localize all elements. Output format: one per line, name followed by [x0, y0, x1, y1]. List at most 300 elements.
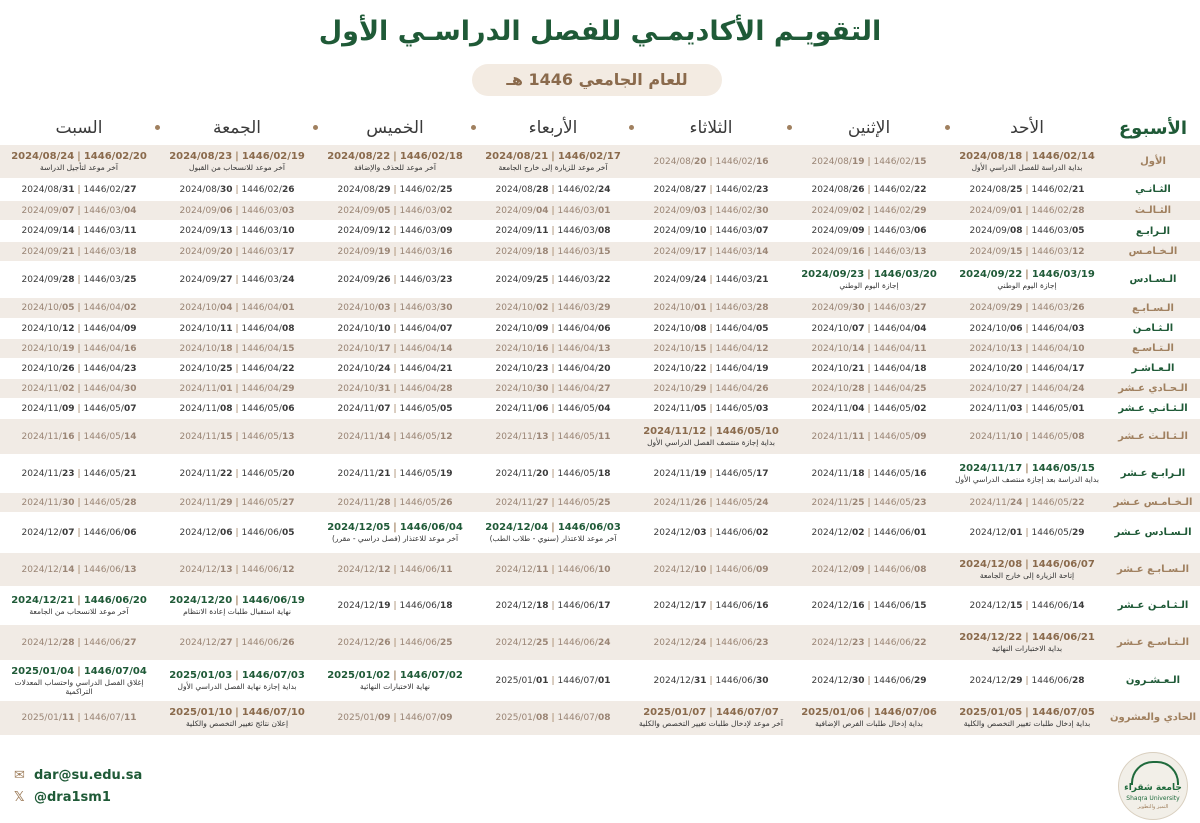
- gregorian-date: 2024/09/14: [21, 226, 75, 236]
- date-pair: [180, 247, 295, 257]
- event-day-cell: [0, 145, 158, 179]
- gregorian-date: 2024/09/25: [495, 274, 549, 285]
- day-cell: [790, 419, 948, 455]
- gregorian-date: 2024/10/25: [179, 363, 233, 374]
- date-pair: [812, 324, 927, 334]
- date-separator: |: [393, 670, 397, 681]
- hijri-date: 1446/07/07: [715, 707, 779, 719]
- gregorian-date: 2024/09/12: [337, 226, 391, 236]
- header-thursday: الخميس: [316, 112, 474, 145]
- hijri-date: 1446/02/16: [715, 156, 769, 167]
- date-separator: |: [551, 637, 555, 648]
- date-separator: |: [235, 246, 239, 257]
- date-pair: [22, 384, 137, 394]
- date-pair: [959, 707, 1095, 718]
- day-cell: [632, 145, 790, 179]
- day-cell: [316, 701, 474, 735]
- day-cell: [790, 145, 948, 179]
- event-note: إجازة اليوم الوطني: [839, 281, 899, 290]
- hijri-date: 1446/02/15: [873, 156, 927, 167]
- gregorian-date: 2024/11/18: [811, 468, 865, 479]
- hijri-date: 1446/06/09: [715, 564, 769, 575]
- event-note: إجازة اليوم الوطني: [997, 281, 1057, 290]
- date-separator: |: [235, 431, 239, 442]
- hijri-date: 1446/04/25: [873, 383, 927, 394]
- hijri-date: 1446/03/07: [715, 226, 769, 236]
- day-cell: [0, 493, 158, 513]
- week-row: [0, 553, 1200, 587]
- gregorian-date: 2024/09/27: [179, 274, 233, 285]
- date-separator: |: [709, 383, 713, 394]
- event-note: إغلاق الفصل الدراسي واحتساب المعدلات التراكمية: [14, 677, 144, 696]
- hijri-date: 1446/05/15: [1031, 463, 1095, 474]
- day-cell: [790, 298, 948, 319]
- gregorian-date: 2024/10/06: [969, 323, 1023, 334]
- date-pair: [327, 670, 463, 681]
- date-separator: |: [709, 205, 713, 216]
- gregorian-date: 2024/09/11: [495, 226, 549, 236]
- event-day-cell: [948, 553, 1106, 587]
- date-separator: |: [867, 527, 871, 538]
- day-cell: [632, 359, 790, 379]
- hijri-date: 1446/04/21: [399, 363, 453, 374]
- hijri-date: 1446/03/13: [873, 246, 927, 257]
- hijri-date: 1446/02/27: [83, 184, 137, 195]
- date-pair: [180, 303, 295, 313]
- day-cell: [474, 221, 632, 242]
- date-pair: [22, 303, 137, 313]
- event-note: نهاية استقبال طلبات إعادة الانتظام: [183, 607, 291, 616]
- date-separator: |: [77, 151, 81, 162]
- day-cell: [948, 339, 1106, 359]
- hijri-date: 1446/02/18: [399, 151, 463, 162]
- date-pair: [22, 275, 137, 285]
- date-separator: |: [867, 226, 871, 236]
- day-cell: [632, 319, 790, 339]
- date-pair: [180, 565, 295, 575]
- date-separator: |: [235, 323, 239, 334]
- date-pair: [496, 206, 611, 216]
- day-cell: [474, 587, 632, 625]
- hijri-date: 1446/05/11: [557, 431, 611, 442]
- week-label: الـحـادي عـشر: [1106, 379, 1200, 399]
- date-separator: |: [1025, 431, 1029, 442]
- week-label: الأول: [1106, 145, 1200, 179]
- date-pair: [338, 247, 453, 257]
- date-separator: |: [709, 403, 713, 414]
- hijri-date: 1446/05/21: [83, 468, 137, 479]
- hijri-date: 1446/07/01: [557, 675, 611, 686]
- date-separator: |: [551, 403, 555, 414]
- date-separator: |: [77, 323, 81, 334]
- gregorian-date: 2024/11/22: [179, 468, 233, 479]
- week-label: الـسـابـع عـشر: [1106, 553, 1200, 587]
- day-cell: [790, 493, 948, 513]
- date-separator: |: [393, 497, 397, 508]
- hijri-date: 1446/03/10: [241, 226, 295, 236]
- date-pair: [970, 206, 1085, 216]
- day-cell: [0, 379, 158, 399]
- week-label: الثـالـث: [1106, 201, 1200, 221]
- date-pair: [812, 247, 927, 257]
- date-pair: [654, 364, 769, 374]
- date-pair: [496, 247, 611, 257]
- date-pair: [812, 432, 927, 442]
- date-separator: |: [867, 497, 871, 508]
- date-separator: |: [551, 497, 555, 508]
- event-note: آخر موعد للاعتذار (فصل دراسي - مقرر): [331, 534, 459, 543]
- header-row: [0, 112, 1200, 145]
- gregorian-date: 2024/09/18: [495, 246, 549, 257]
- date-separator: |: [1025, 323, 1029, 334]
- day-cell: [158, 553, 316, 587]
- gregorian-date: 2024/09/05: [337, 205, 391, 216]
- date-pair: [327, 151, 463, 162]
- day-cell: [790, 625, 948, 661]
- day-cell: [474, 379, 632, 399]
- hijri-date: 1446/03/17: [241, 246, 295, 257]
- date-separator: |: [709, 637, 713, 648]
- date-pair: [654, 601, 769, 611]
- event-note: بداية الاختبارات النهائية: [991, 644, 1063, 653]
- date-pair: [496, 324, 611, 334]
- hijri-date: 1446/05/03: [715, 403, 769, 414]
- hijri-date: 1446/05/12: [399, 431, 453, 442]
- date-separator: |: [551, 323, 555, 334]
- event-day-cell: [158, 701, 316, 735]
- gregorian-date: 2024/09/23: [801, 269, 865, 280]
- hijri-date: 1446/07/10: [241, 707, 305, 719]
- gregorian-date: 2024/12/16: [811, 600, 865, 611]
- gregorian-date: 2024/10/26: [21, 363, 75, 374]
- gregorian-date: 2024/11/13: [495, 431, 549, 442]
- week-row: [0, 493, 1200, 513]
- week-row: [0, 661, 1200, 701]
- gregorian-date: 2024/10/23: [495, 363, 549, 374]
- gregorian-date: 2024/12/31: [653, 675, 707, 686]
- date-separator: |: [235, 151, 239, 162]
- date-separator: |: [77, 497, 81, 508]
- gregorian-date: 2024/11/23: [21, 468, 75, 479]
- event-note: إعلان نتائج تغيير التخصص والكلية: [185, 719, 289, 729]
- hijri-date: 1446/06/04: [399, 522, 463, 533]
- date-separator: |: [709, 303, 713, 313]
- gregorian-date: 2024/09/22: [959, 269, 1023, 280]
- hijri-date: 1446/05/04: [557, 403, 611, 414]
- date-pair: [812, 498, 927, 508]
- day-cell: [158, 339, 316, 359]
- date-separator: |: [1025, 303, 1029, 313]
- day-cell: [632, 339, 790, 359]
- gregorian-date: 2024/12/09: [811, 564, 865, 575]
- date-separator: |: [1025, 383, 1029, 394]
- hijri-date: 1446/05/05: [399, 403, 453, 414]
- gregorian-date: 2024/11/17: [959, 463, 1023, 474]
- hijri-date: 1446/05/19: [399, 468, 453, 479]
- gregorian-date: 2024/11/14: [337, 431, 391, 442]
- date-pair: [180, 404, 295, 414]
- date-pair: [338, 364, 453, 374]
- day-cell: [790, 553, 948, 587]
- day-cell: [948, 319, 1106, 339]
- gregorian-date: 2024/11/10: [969, 431, 1023, 442]
- gregorian-date: 2024/09/07: [21, 205, 75, 216]
- event-note: آخر موعد للاعتذار (سنوي - طلاب الطب): [489, 534, 617, 543]
- day-cell: [632, 242, 790, 262]
- gregorian-date: 2024/12/20: [169, 595, 233, 606]
- date-pair: [496, 344, 611, 354]
- gregorian-date: 2024/09/04: [495, 205, 549, 216]
- hijri-date: 1446/05/16: [873, 468, 927, 479]
- hijri-date: 1446/06/30: [715, 675, 769, 686]
- hijri-date: 1446/03/16: [399, 246, 453, 257]
- hijri-date: 1446/05/20: [241, 468, 295, 479]
- hijri-date: 1446/06/19: [241, 595, 305, 606]
- date-pair: [654, 344, 769, 354]
- date-pair: [338, 469, 453, 479]
- date-pair: [338, 303, 453, 313]
- hijri-date: 1446/05/22: [1031, 497, 1085, 508]
- date-pair: [812, 676, 927, 686]
- hijri-date: 1446/06/17: [557, 600, 611, 611]
- day-cell: [790, 513, 948, 553]
- date-separator: |: [77, 205, 81, 216]
- x-contact[interactable]: 𝕏 @dra1sm1: [14, 790, 111, 805]
- date-separator: |: [393, 564, 397, 575]
- week-label: الـعـاشـر: [1106, 359, 1200, 379]
- gregorian-date: 2024/08/20: [653, 156, 707, 167]
- date-separator: |: [709, 226, 713, 236]
- date-separator: |: [1025, 497, 1029, 508]
- date-pair: [654, 275, 769, 285]
- date-separator: |: [551, 431, 555, 442]
- gregorian-date: 2025/01/06: [801, 707, 865, 719]
- date-separator: |: [393, 383, 397, 394]
- hijri-date: 1446/02/20: [83, 151, 147, 162]
- date-pair: [496, 432, 611, 442]
- date-pair: [654, 324, 769, 334]
- date-pair: [496, 638, 611, 648]
- hijri-date: 1446/06/13: [83, 564, 137, 575]
- date-separator: |: [235, 497, 239, 508]
- hijri-date: 1446/06/26: [241, 637, 295, 648]
- gregorian-date: 2024/10/27: [969, 383, 1023, 394]
- date-pair: [180, 206, 295, 216]
- day-cell: [158, 379, 316, 399]
- date-separator: |: [709, 707, 713, 719]
- day-cell: [158, 201, 316, 221]
- date-pair: [22, 638, 137, 648]
- date-separator: |: [709, 564, 713, 575]
- header-wednesday: الأربعاء: [474, 112, 632, 145]
- gregorian-date: 2024/12/27: [179, 637, 233, 648]
- date-separator: |: [1025, 226, 1029, 236]
- date-pair: [338, 404, 453, 414]
- hijri-date: 1446/05/28: [83, 497, 137, 508]
- day-cell: [158, 625, 316, 661]
- hijri-date: 1446/04/05: [715, 323, 769, 334]
- gregorian-date: 2024/12/24: [653, 637, 707, 648]
- date-pair: [22, 528, 137, 538]
- date-separator: |: [393, 343, 397, 354]
- week-row: [0, 399, 1200, 419]
- date-separator: |: [551, 184, 555, 195]
- event-note: إتاحة الزيارة إلى خارج الجامعة: [979, 571, 1075, 580]
- hijri-date: 1446/04/01: [241, 303, 295, 313]
- date-separator: |: [867, 246, 871, 257]
- date-separator: |: [709, 527, 713, 538]
- date-pair: [654, 528, 769, 538]
- gregorian-date: 2025/01/01: [495, 675, 549, 686]
- hijri-date: 1446/04/14: [399, 343, 453, 354]
- date-separator: |: [709, 363, 713, 374]
- hijri-date: 1446/05/13: [241, 431, 295, 442]
- date-pair: [22, 713, 137, 723]
- hijri-date: 1446/03/18: [83, 246, 137, 257]
- email-contact[interactable]: ✉ dar@su.edu.sa: [14, 768, 143, 783]
- day-cell: [0, 201, 158, 221]
- gregorian-date: 2024/12/15: [969, 600, 1023, 611]
- date-pair: [338, 344, 453, 354]
- hijri-date: 1446/04/30: [83, 383, 137, 394]
- calendar-body: [0, 145, 1200, 735]
- day-cell: [948, 298, 1106, 319]
- date-pair: [22, 344, 137, 354]
- hijri-date: 1446/03/19: [1031, 269, 1095, 280]
- date-separator: |: [1025, 151, 1029, 162]
- week-label: الـثـانـي عـشر: [1106, 399, 1200, 419]
- day-cell: [632, 298, 790, 319]
- day-cell: [474, 661, 632, 701]
- day-cell: [316, 339, 474, 359]
- date-pair: [654, 247, 769, 257]
- day-cell: [632, 262, 790, 298]
- date-pair: [812, 344, 927, 354]
- hijri-date: 1446/06/14: [1031, 600, 1085, 611]
- hijri-date: 1446/04/20: [557, 363, 611, 374]
- gregorian-date: 2024/10/10: [337, 323, 391, 334]
- date-pair: [22, 498, 137, 508]
- date-pair: [970, 384, 1085, 394]
- date-pair: [970, 185, 1085, 195]
- date-separator: |: [709, 184, 713, 195]
- date-pair: [180, 528, 295, 538]
- date-separator: |: [77, 363, 81, 374]
- event-day-cell: [474, 145, 632, 179]
- day-cell: [316, 298, 474, 319]
- date-separator: |: [77, 383, 81, 394]
- hijri-date: 1446/03/29: [557, 303, 611, 313]
- day-cell: [158, 493, 316, 513]
- date-pair: [496, 185, 611, 195]
- day-cell: [316, 379, 474, 399]
- day-cell: [474, 553, 632, 587]
- gregorian-date: 2024/11/03: [969, 403, 1023, 414]
- day-cell: [316, 493, 474, 513]
- date-pair: [169, 595, 305, 606]
- date-separator: |: [709, 426, 713, 437]
- hijri-date: 1446/04/04: [873, 323, 927, 334]
- hijri-date: 1446/04/09: [83, 323, 137, 334]
- date-separator: |: [77, 246, 81, 257]
- gregorian-date: 2024/08/26: [811, 184, 865, 195]
- day-cell: [316, 455, 474, 493]
- hijri-date: 1446/06/12: [241, 564, 295, 575]
- date-separator: |: [235, 274, 239, 285]
- date-separator: |: [709, 156, 713, 167]
- week-row: [0, 379, 1200, 399]
- date-separator: |: [551, 712, 555, 723]
- header-monday: الإثنين: [790, 112, 948, 145]
- hijri-date: 1446/02/28: [1031, 205, 1085, 216]
- header-friday: الجمعة: [158, 112, 316, 145]
- hijri-date: 1446/07/09: [399, 712, 453, 723]
- hijri-date: 1446/05/10: [715, 426, 779, 437]
- week-row: [0, 701, 1200, 735]
- x-logo-icon: 𝕏: [14, 790, 25, 805]
- hijri-date: 1446/04/15: [241, 343, 295, 354]
- hijri-date: 1446/07/04: [83, 665, 147, 677]
- mail-icon: ✉: [14, 768, 25, 783]
- gregorian-date: 2024/10/21: [811, 363, 865, 374]
- hijri-date: 1446/02/23: [715, 184, 769, 195]
- date-pair: [970, 432, 1085, 442]
- date-pair: [496, 303, 611, 313]
- gregorian-date: 2024/11/04: [811, 403, 865, 414]
- event-day-cell: [632, 419, 790, 455]
- gregorian-date: 2024/11/09: [21, 403, 75, 414]
- date-pair: [812, 565, 927, 575]
- week-row: [0, 298, 1200, 319]
- day-cell: [632, 661, 790, 701]
- gregorian-date: 2024/08/23: [169, 151, 233, 162]
- day-cell: [790, 242, 948, 262]
- day-cell: [316, 399, 474, 419]
- gregorian-date: 2024/11/08: [179, 403, 233, 414]
- day-cell: [0, 625, 158, 661]
- hijri-date: 1446/02/17: [557, 151, 621, 162]
- gregorian-date: 2024/11/05: [653, 403, 707, 414]
- day-cell: [948, 419, 1106, 455]
- day-cell: [158, 242, 316, 262]
- gregorian-date: 2024/10/04: [179, 303, 233, 313]
- date-pair: [496, 713, 611, 723]
- date-pair: [180, 344, 295, 354]
- date-pair: [812, 601, 927, 611]
- date-pair: [496, 601, 611, 611]
- date-separator: |: [393, 274, 397, 285]
- hijri-date: 1446/05/09: [873, 431, 927, 442]
- gregorian-date: 2024/10/19: [21, 343, 75, 354]
- date-pair: [970, 364, 1085, 374]
- gregorian-date: 2024/12/06: [179, 527, 233, 538]
- gregorian-date: 2024/11/20: [495, 468, 549, 479]
- date-pair: [970, 303, 1085, 313]
- hijri-date: 1446/06/16: [715, 600, 769, 611]
- date-pair: [496, 226, 611, 236]
- date-pair: [338, 638, 453, 648]
- header-week: الأسبوع: [1118, 117, 1188, 139]
- date-pair: [338, 565, 453, 575]
- date-separator: |: [709, 246, 713, 257]
- gregorian-date: 2024/08/28: [495, 184, 549, 195]
- hijri-date: 1446/03/04: [83, 205, 137, 216]
- hijri-date: 1446/07/08: [557, 712, 611, 723]
- date-separator: |: [867, 205, 871, 216]
- date-pair: [338, 384, 453, 394]
- gregorian-date: 2024/09/21: [21, 246, 75, 257]
- hijri-date: 1446/03/02: [399, 205, 453, 216]
